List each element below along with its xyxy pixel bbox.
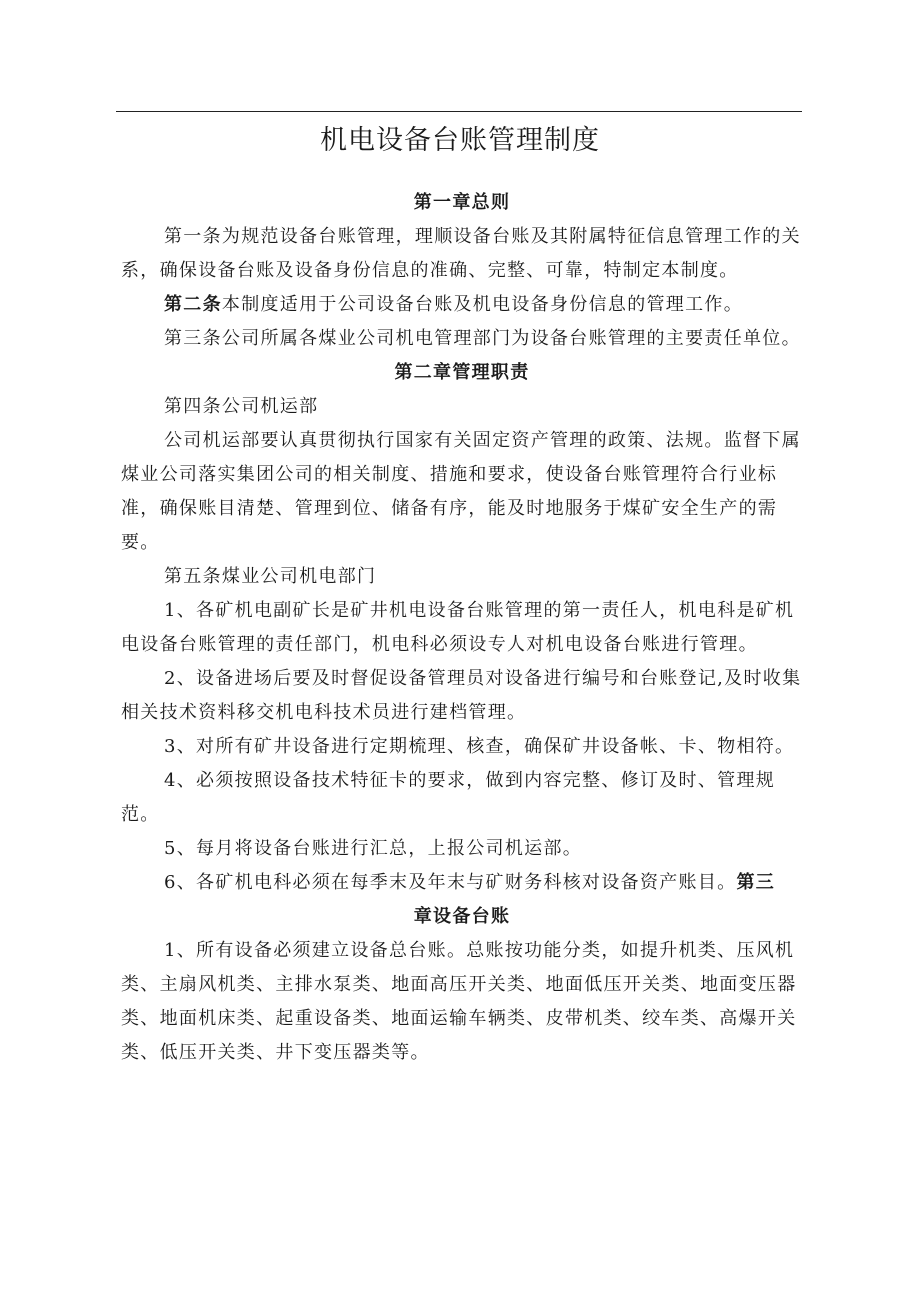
chapter-3-heading: 章设备台账	[413, 906, 511, 927]
chapter-3-item-1: 1、所有设备必须建立设备总台账。总账按功能分类，如提升机类、压风机类、主扇风机类、主排水泵类、地面高压开关类、地面低压开关类、地面变压器类、地面机床类、起重设备类、地面运输车辆类、皮带机类、绞车类、高爆开关类、低压开关类、井下变压器类等。	[121, 940, 797, 1063]
item-6-text: 6、各矿机电科必须在每季末及年末与矿财务科核对设备资产账目。	[164, 872, 737, 893]
chapter-3-heading-start: 第三	[736, 872, 776, 893]
chapter-1-heading: 第一章总则	[413, 192, 511, 213]
article-3: 第三条公司所属各煤业公司机电管理部门为设备台账管理的主要责任单位。	[164, 328, 801, 349]
article-2	[121, 288, 803, 322]
item-3: 3、对所有矿井设备进行定期梳理、核查，确保矿井设备帐、卡、物相符。	[164, 736, 795, 757]
item-5: 5、每月将设备台账进行汇总，上报公司机运部。	[164, 838, 583, 859]
item-2: 2、设备进场后要及时督促设备管理员对设备进行编号和台账登记,及时收集相关技术资料移交机电科技术员进行建档管理。	[121, 668, 802, 723]
article-4: 第四条公司机运部	[164, 396, 319, 417]
article-5: 第五条煤业公司机电部门	[164, 566, 377, 587]
article-2-label: 第二条	[164, 294, 222, 315]
article-1: 第一条为规范设备台账管理，理顺设备台账及其附属特征信息管理工作的关系，确保设备台账及设备身份信息的准确、完整、可靠，特制定本制度。	[121, 226, 801, 281]
item-6	[121, 866, 803, 900]
item-4: 4、必须按照设备技术特征卡的要求，做到内容完整、修订及时、管理规范。	[121, 770, 776, 825]
chapter-2-heading: 第二章管理职责	[394, 362, 530, 383]
document-body	[121, 186, 803, 1070]
header-rule	[116, 111, 802, 112]
article-2-text: 本制度适用于公司设备台账及机电设备身份信息的管理工作。	[221, 294, 744, 315]
document-title: 机电设备台账管理制度	[320, 125, 600, 156]
article-4-body: 公司机运部要认真贯彻执行国家有关固定资产管理的政策、法规。监督下属煤业公司落实集团公司的相关制度、措施和要求，使设备台账管理符合行业标准，确保账目清楚、管理到位、储备有序，能及时地服务于煤矿安全生产的需要。	[121, 430, 801, 553]
item-1: 1、各矿机电副矿长是矿井机电设备台账管理的第一责任人，机电科是矿机电设备台账管理的责任部门，机电科必须设专人对机电设备台账进行管理。	[121, 600, 795, 655]
